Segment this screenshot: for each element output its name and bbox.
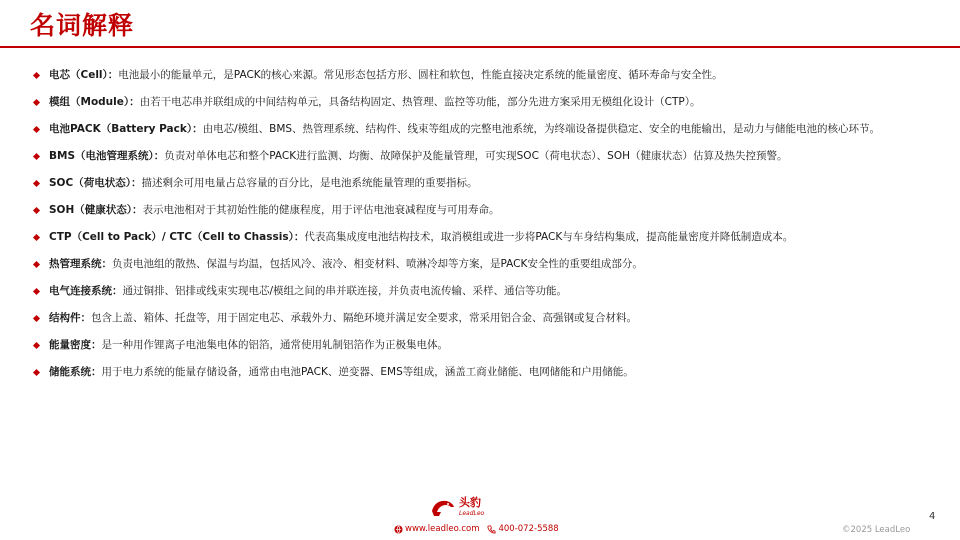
term-item-soh xyxy=(32,201,912,220)
term-description: 电池最小的能量单元，是PACK的核心来源。常见形态包括方形、圆柱和软包，性能直接决定系统的能量密度、循环寿命与安全性。 xyxy=(118,69,723,81)
diamond-bullet-icon xyxy=(33,369,40,376)
leopard-logo-icon xyxy=(430,497,456,519)
term-item-electrical-connection xyxy=(32,282,912,301)
page-number: 4 xyxy=(929,511,936,522)
diamond-bullet-icon xyxy=(33,234,40,241)
footer-contact xyxy=(394,524,559,534)
diamond-bullet-icon xyxy=(33,153,40,160)
term-list xyxy=(32,66,912,390)
diamond-bullet-icon xyxy=(33,126,40,133)
term-item-energy-density xyxy=(32,336,912,355)
term-label: 电气连接系统： xyxy=(49,285,123,297)
title-divider xyxy=(0,46,960,48)
diamond-bullet-icon xyxy=(33,207,40,214)
term-item-module xyxy=(32,93,912,112)
term-description: 由电芯/模组、BMS、热管理系统、结构件、线束等组成的完整电池系统，为终端设备提供稳定、安全的电能输出，是动力与储能电池的核心环节。 xyxy=(202,123,881,135)
term-description: 表示电池相对于其初始性能的健康程度，用于评估电池衰减程度与可用寿命。 xyxy=(142,204,500,216)
term-label: 储能系统： xyxy=(49,366,102,378)
term-label: 结构件： xyxy=(49,312,91,324)
term-label: SOH（健康状态）： xyxy=(49,204,143,216)
term-description: 通过铜排、铝排或线束实现电芯/模组之间的串并联连接，并负责电流传输、采样、通信等功能。 xyxy=(122,285,568,297)
term-item-bms xyxy=(32,147,912,166)
diamond-bullet-icon xyxy=(33,180,40,187)
globe-icon xyxy=(394,525,403,534)
logo-text-cn: 头豹 xyxy=(459,496,481,509)
term-label: 能量密度： xyxy=(49,339,102,351)
term-description: 是一种用作锂离子电池集电体的铝箔，通常使用轧制铝箔作为正极集电体。 xyxy=(101,339,448,351)
diamond-bullet-icon xyxy=(33,288,40,295)
term-item-structural-parts xyxy=(32,309,912,328)
diamond-bullet-icon xyxy=(33,99,40,106)
diamond-bullet-icon xyxy=(33,315,40,322)
leadleo-logo xyxy=(430,497,484,519)
term-description: 由若干电芯串并联组成的中间结构单元，具备结构固定、热管理、监控等功能，部分先进方案采用无模组化设计（CTP）。 xyxy=(139,96,701,108)
diamond-bullet-icon xyxy=(33,342,40,349)
term-label: 电池PACK（Battery Pack）： xyxy=(49,123,203,135)
term-description: 负责电池组的散热、保温与均温，包括风冷、液冷、相变材料、喷淋冷却等方案，是PACK安全性的重要组成部分。 xyxy=(112,258,643,270)
term-label: CTP（Cell to Pack）/ CTC（Cell to Chassis）： xyxy=(49,231,305,243)
term-item-ctp-ctc xyxy=(32,228,912,247)
term-description: 用于电力系统的能量存储设备，通常由电池PACK、逆变器、EMS等组成，涵盖工商业储能、电网储能和户用储能。 xyxy=(101,366,634,378)
term-description: 负责对单体电芯和整个PACK进行监测、均衡、故障保护及能量管理，可实现SOC（荷电状态）、SOH（健康状态）估算及热失控预警。 xyxy=(164,150,788,162)
term-label: 模组（Module）： xyxy=(49,96,140,108)
website-link[interactable]: www.leadleo.com xyxy=(405,524,480,534)
phone-number: 400-072-5588 xyxy=(498,524,559,534)
diamond-bullet-icon xyxy=(33,72,40,79)
term-label: 电芯（Cell）： xyxy=(49,69,119,81)
term-label: 热管理系统： xyxy=(49,258,112,270)
page-title: 名词解释 xyxy=(30,11,135,40)
term-item-energy-storage xyxy=(32,363,912,382)
copyright-text: ©2025 LeadLeo xyxy=(842,525,911,535)
term-label: SOC（荷电状态）： xyxy=(49,177,142,189)
term-description: 描述剩余可用电量占总容量的百分比，是电池系统能量管理的重要指标。 xyxy=(141,177,478,189)
term-label: BMS（电池管理系统）： xyxy=(49,150,165,162)
term-item-thermal-management xyxy=(32,255,912,274)
term-description: 代表高集成度电池结构技术，取消模组或进一步将PACK与车身结构集成，提高能量密度并降低制造成本。 xyxy=(304,231,794,243)
term-item-battery-pack xyxy=(32,120,912,139)
phone-icon xyxy=(487,525,496,534)
term-item-soc xyxy=(32,174,912,193)
term-item-cell xyxy=(32,66,912,85)
logo-text-en: LeadLeo xyxy=(459,510,485,517)
term-description: 包含上盖、箱体、托盘等，用于固定电芯、承载外力、隔绝环境并满足安全要求，常采用铝合金、高强钢或复合材料。 xyxy=(91,312,637,324)
diamond-bullet-icon xyxy=(33,261,40,268)
